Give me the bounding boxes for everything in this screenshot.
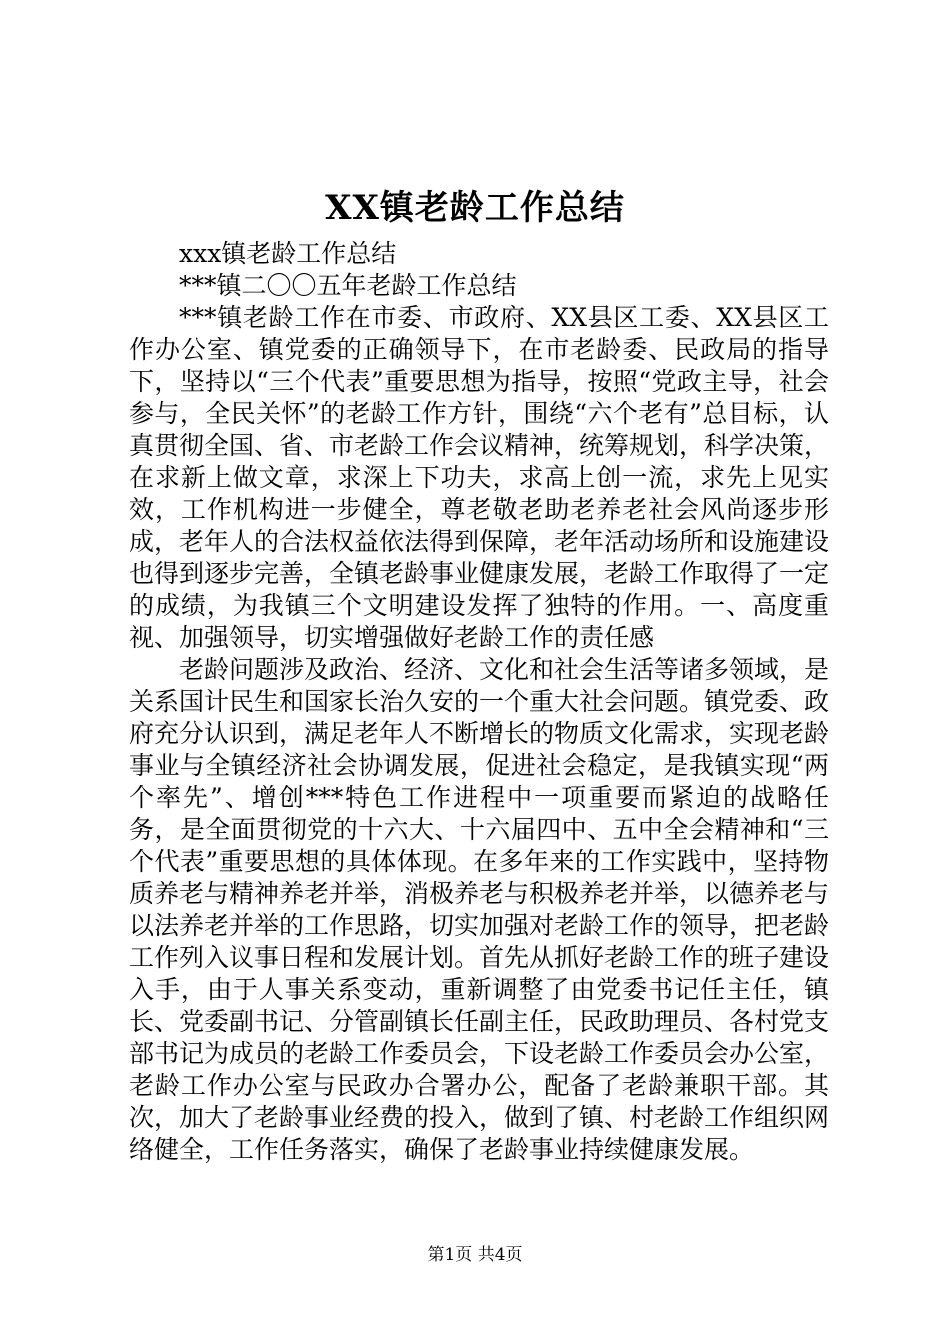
- paragraph-subtitle-2: ***镇二〇〇五年老龄工作总结: [179, 271, 517, 300]
- document-body: [129, 238, 829, 1166]
- page-footer: 第1页 共4页: [427, 1245, 523, 1265]
- document-title: XX镇老龄工作总结: [325, 188, 625, 228]
- paragraph-subtitle-1: xxx镇老龄工作总结: [179, 239, 397, 268]
- paragraph-section-1: 老龄问题涉及政治、经济、文化和社会生活等诸多领域，是关系国计民生和国家长治久安的一个重大社会问题。镇党委、政府充分认识到，满足老年人不断增长的物质文化需求，实现老龄事业与全镇经济社会协调发展，促进社会稳定，是我镇实现“两个率先”、增创***特色工作进程中一项重要而紧迫的战略任务，是全面贯彻党的十六大、十六届四中、五中全会精神和“三个代表”重要思想的具体体现。在多年来的工作实践中，坚持物质养老与精神养老并举，消极养老与积极养老并举，以德养老与以法养老并举的工作思路，切实加强对老龄工作的领导，把老龄工作列入议事日程和发展计划。首先从抓好老龄工作的班子建设入手，由于人事关系变动，重新调整了由党委书记任主任，镇长、党委副书记、分管副镇长任副主任，民政助理员、各村党支部书记为成员的老龄工作委员会，下设老龄工作委员会办公室，老龄工作办公室与民政办合署办公，配备了老龄兼职干部。其次，加大了老龄事业经费的投入，做到了镇、村老龄工作组织网络健全，工作任务落实，确保了老龄事业持续健康发展。: [129, 655, 830, 1164]
- paragraph-intro: ***镇老龄工作在市委、市政府、XX县区工委、XX县区工作办公室、镇党委的正确领导下，在市老龄委、民政局的指导下，坚持以“三个代表”重要思想为指导，按照“党政主导，社会参与，全民关怀”的老龄工作方针，围绕“六个老有”总目标，认真贯彻全国、省、市老龄工作会议精神，统筹规划，科学决策，在求新上做文章，求深上下功夫，求高上创一流，求先上见实效，工作机构进一步健全，尊老敬老助老养老社会风尚逐步形成，老年人的合法权益依法得到保障，老年活动场所和设施建设也得到逐步完善，全镇老龄事业健康发展，老龄工作取得了一定的成绩，为我镇三个文明建设发挥了独特的作用。一、高度重视、加强领导，切实增强做好老龄工作的责任感: [129, 303, 830, 652]
